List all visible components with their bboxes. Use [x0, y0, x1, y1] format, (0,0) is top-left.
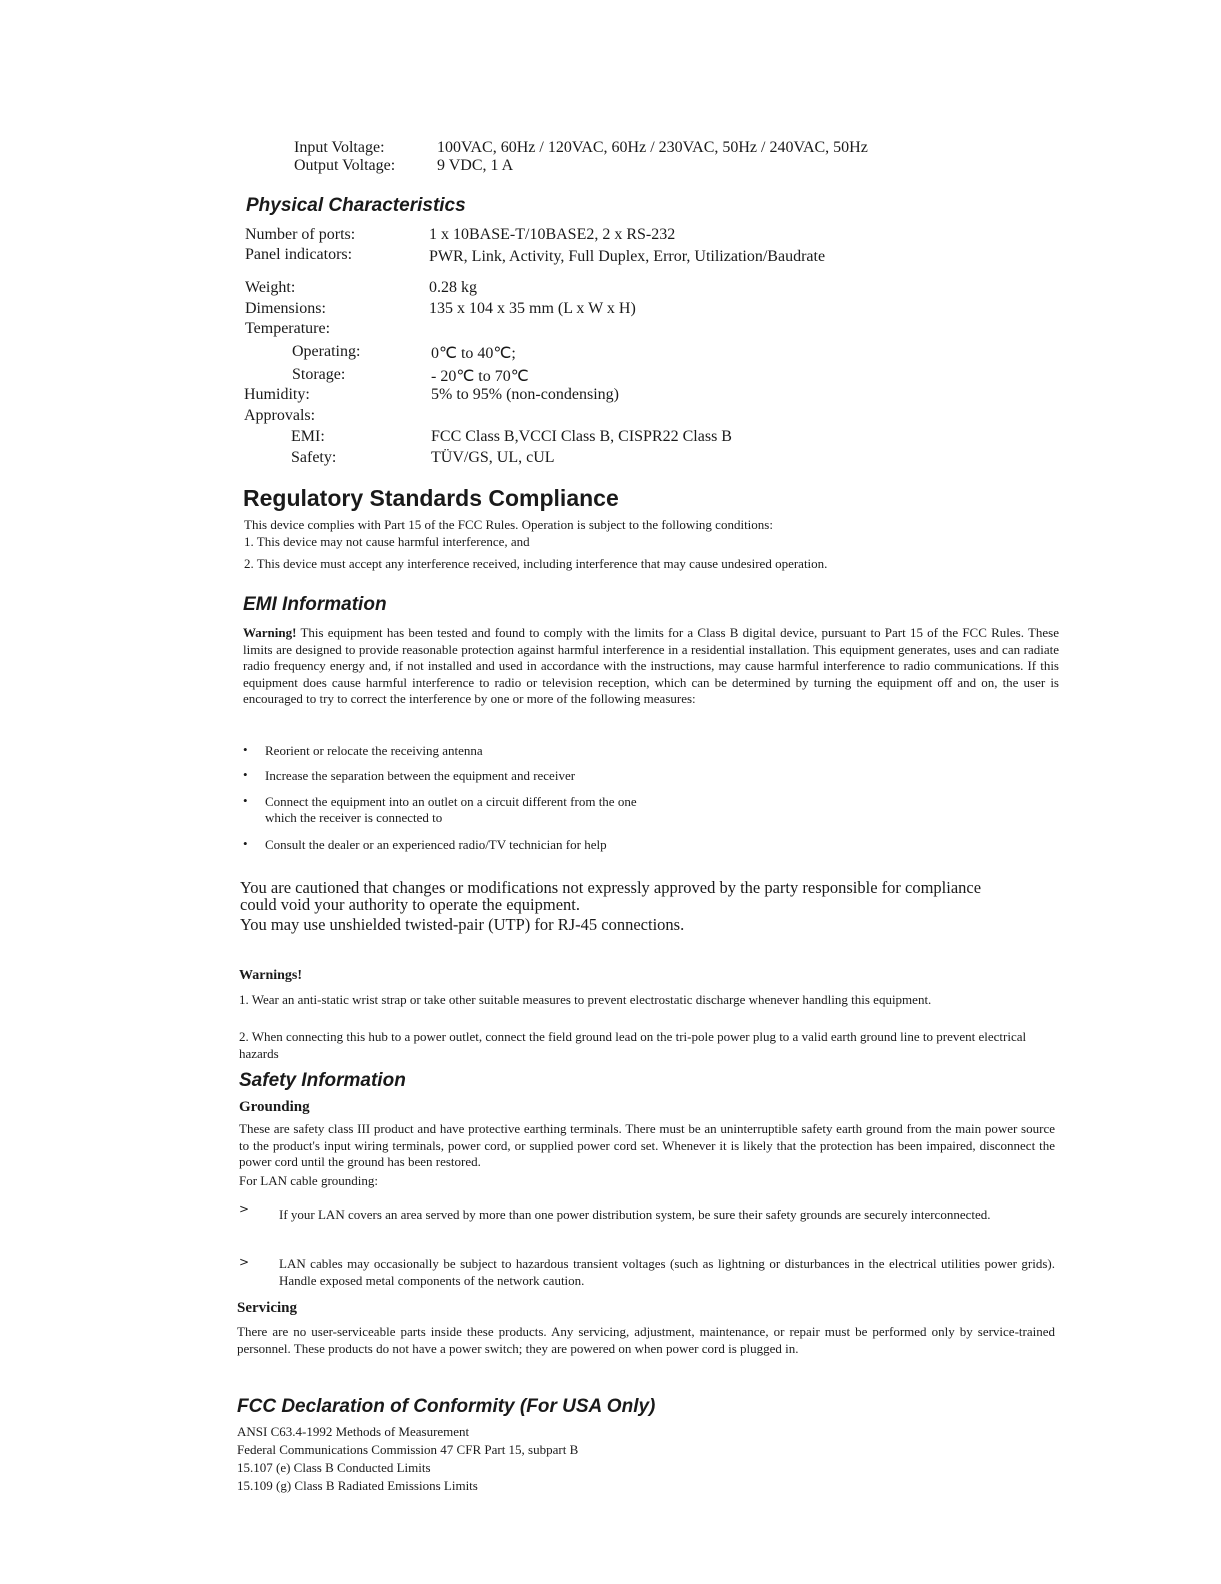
output-voltage-value: 9 VDC, 1 A: [437, 157, 514, 174]
safety-approval-label: Safety:: [291, 449, 337, 466]
servicing-paragraph: There are no user-serviceable parts inside these products. Any servicing, adjustment, maintenance, or repair must be performed only by service-trained personnel. These products do not have a power switch; they are powered on when power cord is plugged in.: [237, 1324, 1055, 1356]
lan-grounding-intro: For LAN cable grounding:: [239, 1173, 379, 1188]
storage-label: Storage:: [292, 366, 346, 383]
temperature-label: Temperature:: [245, 320, 331, 337]
regulatory-line-1: This device complies with Part 15 of the FCC Rules. Operation is subject to the following conditions:: [244, 517, 773, 532]
operating-value: 0℃ to 40℃;: [431, 345, 516, 362]
servicing-heading: Servicing: [237, 1300, 297, 1316]
regulatory-line-2: 1. This device may not cause harmful interference, and: [244, 534, 530, 549]
bullet-icon: •: [243, 793, 248, 808]
arrow-bullet-icon: >: [239, 1255, 250, 1269]
emi-bullet-3: Connect the equipment into an outlet on a circuit different from the one: [265, 794, 637, 809]
humidity-value: 5% to 95% (non-condensing): [431, 386, 619, 403]
humidity-label: Humidity:: [244, 386, 310, 403]
fcc-line-4: 15.109 (g) Class B Radiated Emissions Limits: [237, 1478, 478, 1493]
safety-information-heading: Safety Information: [239, 1070, 406, 1091]
weight-label: Weight:: [245, 279, 296, 296]
bullet-icon: •: [243, 742, 248, 757]
storage-value: - 20℃ to 70℃: [431, 368, 529, 385]
emi-bullet-1: Reorient or relocate the receiving antenna: [265, 743, 483, 758]
emi-approval-value: FCC Class B,VCCI Class B, CISPR22 Class B: [431, 428, 732, 445]
fcc-declaration-heading: FCC Declaration of Conformity (For USA Only): [237, 1396, 656, 1417]
caution-line-2: could void your authority to operate the equipment.: [240, 895, 580, 914]
warning-word: Warning!: [243, 625, 297, 640]
input-voltage-label: Input Voltage:: [294, 139, 385, 156]
bullet-icon: •: [243, 767, 248, 782]
emi-warning-text: This equipment has been tested and found to comply with the limits for a Class B digital device, pursuant to Part 15 of the FCC Rules. These limits are designed to provide reasonable protection against harmful interference in a residential installation. This equipment generates, uses and can radiate radio frequency energy and, if not installed and used in accordance with the instructions, may cause harmful interference to radio communications. If this equipment does cause harmful interference to radio or television reception, which can be determined by turning the equipment off and on, the user is encouraged to try to correct the interference by one or more of the following measures:: [243, 625, 1059, 706]
emi-approval-label: EMI:: [291, 428, 325, 445]
utp-line: You may use unshielded twisted-pair (UTP) for RJ-45 connections.: [240, 915, 685, 934]
caution-line-1: You are cautioned that changes or modifications not expressly approved by the party responsible for compliance: [240, 878, 982, 897]
fcc-line-1: ANSI C63.4-1992 Methods of Measurement: [237, 1424, 470, 1439]
lan-bullet-1: If your LAN covers an area served by more than one power distribution system, be sure their safety grounds are securely interconnected.: [279, 1207, 991, 1222]
regulatory-heading: Regulatory Standards Compliance: [243, 485, 619, 511]
regulatory-line-3: 2. This device must accept any interference received, including interference that may cause undesired operation.: [244, 556, 828, 571]
dimensions-value: 135 x 104 x 35 mm (L x W x H): [429, 300, 636, 317]
safety-approval-value: TÜV/GS, UL, cUL: [431, 449, 555, 466]
panel-indicators-label: Panel indicators:: [245, 246, 353, 263]
lan-bullet-2: LAN cables may occasionally be subject to hazardous transient voltages (such as lightning or disturbances in the electrical utilities power grids). Handle exposed metal components of the network caution.: [279, 1256, 1055, 1288]
fcc-line-3: 15.107 (e) Class B Conducted Limits: [237, 1460, 431, 1475]
warnings-item-1: 1. Wear an anti-static wrist strap or take other suitable measures to prevent electrostatic discharge whenever handling this equipment.: [239, 992, 932, 1007]
emi-information-heading: EMI Information: [243, 594, 387, 615]
output-voltage-label: Output Voltage:: [294, 157, 396, 174]
ports-label: Number of ports:: [245, 226, 356, 243]
weight-value: 0.28 kg: [429, 279, 477, 296]
warnings-heading: Warnings!: [239, 968, 303, 983]
emi-warning-paragraph: [243, 625, 1059, 708]
approvals-label: Approvals:: [244, 407, 316, 424]
operating-label: Operating:: [292, 343, 361, 360]
ports-value: 1 x 10BASE-T/10BASE2, 2 x RS-232: [429, 226, 676, 243]
emi-bullet-2: Increase the separation between the equipment and receiver: [265, 768, 576, 783]
arrow-bullet-icon: >: [239, 1202, 250, 1216]
warnings-item-2: 2. When connecting this hub to a power outlet, connect the field ground lead on the tri-pole power plug to a valid earth ground line to prevent electrical hazards: [239, 1029, 1027, 1061]
emi-bullet-4: Consult the dealer or an experienced radio/TV technician for help: [265, 837, 607, 852]
grounding-paragraph: These are safety class III product and have protective earthing terminals. There must be an uninterruptible safety earth ground from the main power source to the product's input wiring terminals, power cord, or supplied power cord set. Whenever it is likely that the protection has been impaired, disconnect the power cord until the ground has been restored.: [239, 1121, 1055, 1169]
fcc-line-2: Federal Communications Commission 47 CFR Part 15, subpart B: [237, 1442, 579, 1457]
dimensions-label: Dimensions:: [245, 300, 326, 317]
input-voltage-value: 100VAC, 60Hz / 120VAC, 60Hz / 230VAC, 50Hz / 240VAC, 50Hz: [437, 139, 868, 156]
emi-bullet-3-continued: which the receiver is connected to: [265, 810, 443, 825]
panel-indicators-value: PWR, Link, Activity, Full Duplex, Error, Utilization/Baudrate: [429, 248, 826, 265]
physical-characteristics-heading: Physical Characteristics: [246, 195, 466, 216]
bullet-icon: •: [243, 836, 248, 851]
grounding-heading: Grounding: [239, 1099, 310, 1115]
